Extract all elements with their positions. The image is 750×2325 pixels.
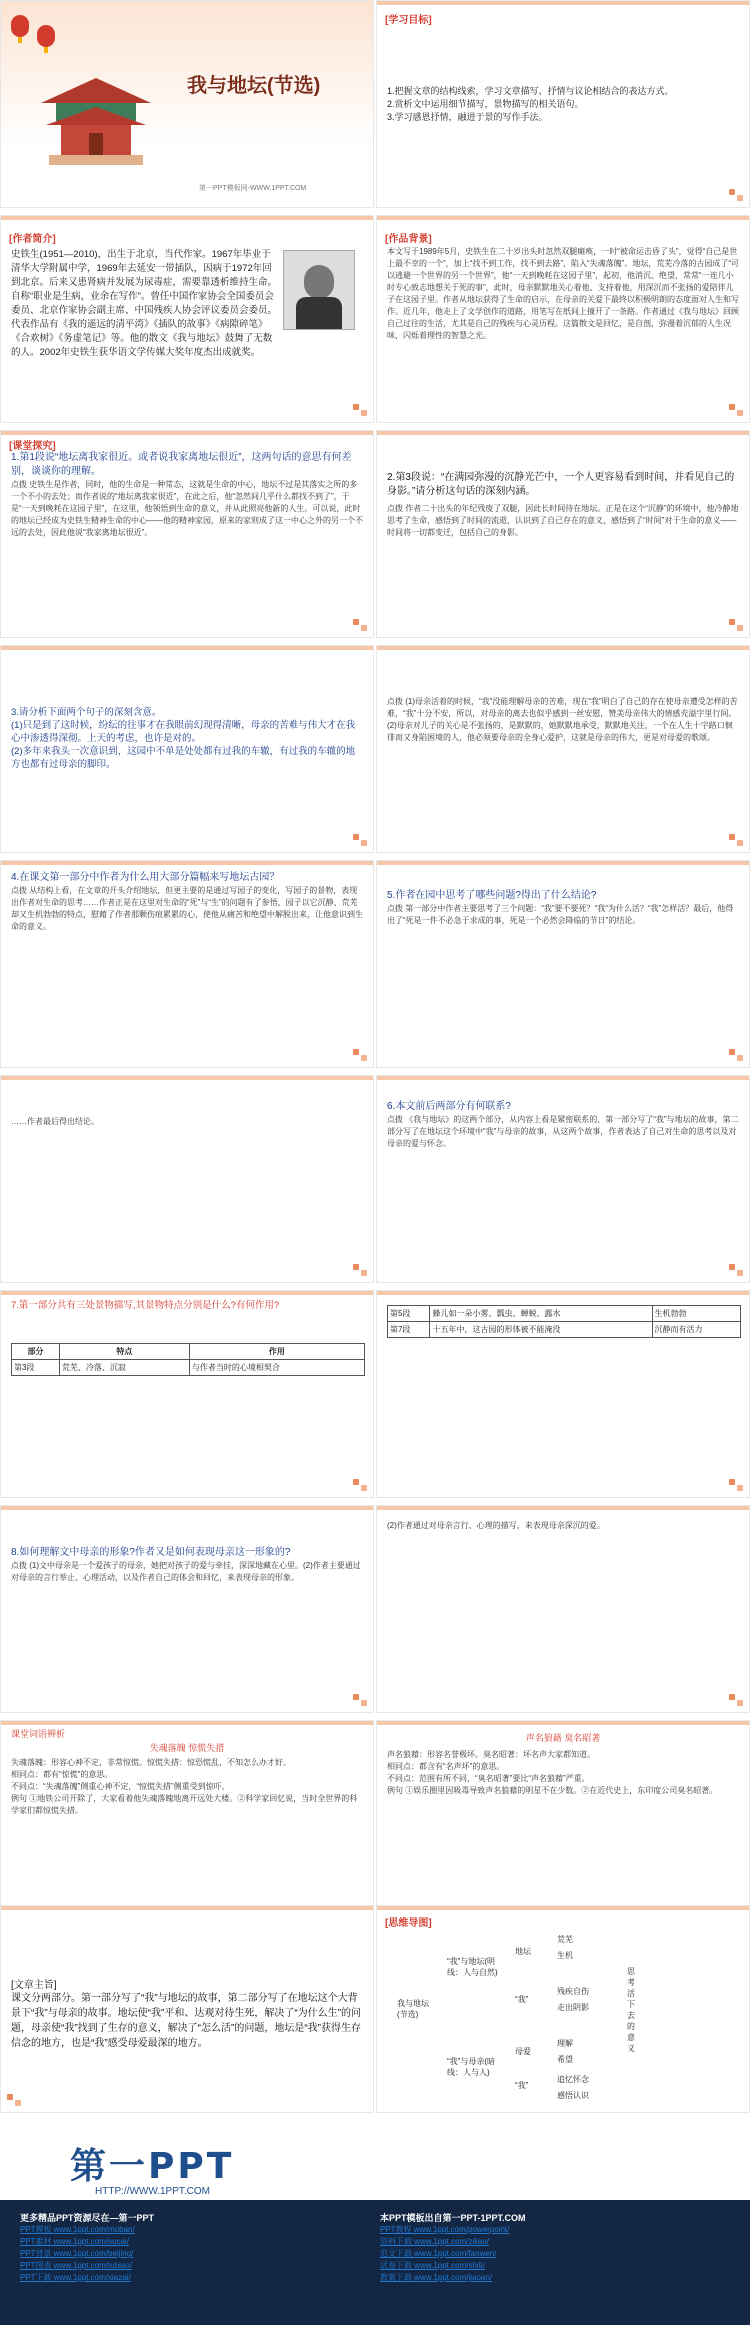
vocab-slide-2 [376, 1720, 750, 1928]
mindmap-title: [思维导图] [385, 1918, 432, 1929]
objective-item: 1.把握文章的结构线索，学习文章描写、抒情与议论相结合的表达方式。 [387, 86, 674, 96]
answer-2: 点拨 作者二十出头的年纪残废了双腿，因此长时间待在地坛。正是在这个“沉静”的环境中，他冷静地思考了生命，感悟到了时间的流逝，认识到了自己存在的意义，感悟到了“时间”对于生命的意义——时间将一切都变迁，包括自己的身影。 [387, 504, 739, 537]
vocab-example: 例句 ①地铁公司开除了，大家看着他失魂落魄地离开远处大楼。②科学家回忆说，当时全世界的科学家们都惊慌失措。 [11, 1794, 358, 1815]
corner-decoration [729, 1049, 743, 1061]
vocab-pair-2: 声名狼藉 臭名昭著 [525, 1733, 601, 1743]
footer-link[interactable]: PPT图表 www.1ppt.com/tubiao/ [20, 2261, 133, 2270]
footer-link[interactable]: PPT教程 www.1ppt.com/powerpoint/ [380, 2225, 510, 2234]
corner-decoration [353, 834, 367, 846]
vocab-same: 相同点：都含有“名声坏”的意思。 [387, 1762, 505, 1771]
explore-slide-9 [0, 1290, 374, 1498]
objectives-list [387, 85, 739, 124]
lantern-icon [11, 15, 29, 37]
mindmap-slide [376, 1905, 750, 2113]
objective-item: 3.学习感恩抒情，融进于景的写作手法。 [387, 112, 548, 122]
background-slide [376, 215, 750, 423]
background-text: 本文写于1989年5月，史铁生在二十岁出头时忽然双腿瘫痪，一时“被命运击昏了头”，觉得“自己是世上最不幸的一个”，加上“找不到工作，找不到去路”，陷入“失魂落魄”。地坛，荒芜冷落的古园成了“可以逃避一个世界的另一个世界”，他“一天到晚耗在这园子里”，起初，他消沉、绝望，常常“一连几小时专心致志地想关于死的事”，此时，母亲默默地关心着他、支持着他，用深沉而不张扬的爱陪伴儿子在这园子里。作者从地坛获得了生命的启示，在母亲的关爱下最终以积极明朗的态度面对人生和写作。近几年，他走上了文学创作的道路，用笔写在纸间上撞开了一条路。作者通过《我与地坛》回顾自己过往的生活，尤其是自己的残疾与心灵历程。这篇散文是回忆，是自剖，弥漫着沉郁的人生况味，闪烁着理性的智慧之光。 [387, 247, 739, 340]
explore-slide-3 [0, 645, 374, 853]
table-row: 第5段 蜂儿如一朵小雾、瓢虫、蝉蜕、露水 生机勃勃 [388, 1306, 741, 1322]
footer-link[interactable]: PPT下载 www.1ppt.com/xiazai/ [20, 2273, 131, 2282]
pagoda-icon [31, 63, 161, 173]
table-header: 作用 [189, 1344, 364, 1360]
corner-decoration [729, 834, 743, 846]
author-text: 史铁生(1951—2010)，出生于北京，当代作家。1967年毕业于清华大学附属中学，1969年去延安一带插队，因病于1972年回到北京。后来又患肾病并发展为尿毒症，需要靠透析维持生命。自称“职业是生病，业余在写作”。曾任中国作家协会全国委员会委员、北京作家协会副主席、中国残疾人协会评议委员会委员。代表作品有《我的遥远的清平湾》《插队的故事》《病隙碎笔》《合欢树》《务虚笔记》等。他的散文《我与地坛》鼓舞了无数的人。2002年史铁生获华语文学传媒大奖年度杰出成就奖。 [11, 249, 278, 358]
mindmap-leaf: 走出阴影 [557, 2003, 589, 2012]
vocab-definition: 声名狼藉：形容名誉极坏。臭名昭著：坏名声大家都知道。 [387, 1750, 595, 1759]
footer-link[interactable]: 范文下载 www.1ppt.com/fanwen/ [380, 2249, 497, 2258]
landscape-table-continued [387, 1305, 741, 1338]
mindmap-leaf: 残疾自伤 [557, 1987, 589, 1996]
footer-link[interactable]: 资料下载 www.1ppt.com/ziliao/ [380, 2237, 489, 2246]
vocab-definition: 失魂落魄：形容心神不定，非常惊慌。惊慌失措：惊恐慌乱，不知怎么办才好。 [11, 1758, 291, 1767]
explore-slide-8 [376, 1075, 750, 1283]
explore-slide-5 [0, 860, 374, 1068]
footer-left-title: 更多精品PPT资源尽在—第一PPT [20, 2213, 155, 2223]
mindmap-node: 地坛 [515, 1947, 531, 1956]
footer-link[interactable]: PPT背景 www.1ppt.com/beijing/ [20, 2249, 134, 2258]
question-4: 4.在课文第一部分中作者为什么用大部分篇幅来写地坛古园？ [11, 872, 280, 883]
footer-link[interactable]: 教案下载 www.1ppt.com/jiaoan/ [380, 2273, 493, 2282]
author-portrait [283, 250, 355, 330]
corner-decoration [7, 2094, 21, 2106]
brand-logo: 第一PPT [70, 2146, 235, 2187]
answer-8: 点拨 (1)文中母亲是一个爱孩子的母亲，她把对孩子的爱与牵挂，深深地藏在心里。(2)作者主要通过对母亲的言行举止、心理活动，以及作者自己的体会和回忆，来表现母亲的形象。 [11, 1561, 361, 1582]
objectives-slide [376, 0, 750, 208]
question-1: 1.第1段说“地坛离我家很近。或者说我家离地坛很近”，这两句话的意思有何差别，谈谈你的理解。 [11, 452, 352, 477]
answer-8-continued: (2)作者通过对母亲言行、心理的描写，来表现母亲深沉的爱。 [387, 1521, 605, 1530]
vocab-slide-1 [0, 1720, 374, 1928]
explore-slide-7 [0, 1075, 374, 1283]
table-header: 部分 [12, 1344, 60, 1360]
mindmap-node: 母爱 [515, 2047, 531, 2056]
mindmap-branch-2: “我”与母亲(暗线：人与人) [447, 2057, 495, 2077]
answer-3: 点拨 (1)母亲活着的时候，“我”没能理解母亲的苦难，现在“我”明白了自己的存在使母亲遭受怎样的苦难，“我”十分不安，所以，对母亲的离去也似乎感到一丝安慰，赞美母亲伟大的情感充溢字里行间。 (2)母亲对儿子的关心是不张扬的，是默默的，她默默地承受，默默地关注，一个在人生十字路口徊徘而又身陷困境的人，他必须要母亲的全身心爱护，这就是母亲的伟大，更是对母爱的歌颂。 [387, 697, 738, 742]
explore-title: [课堂探究] [9, 441, 56, 452]
mindmap-conclusion: 思考活下去的意义 [627, 1967, 635, 2053]
explore-slide-6 [376, 860, 750, 1068]
mindmap-leaf: 感悟认识 [557, 2091, 589, 2100]
vocab-title: 课堂词语辨析 [11, 1729, 66, 1739]
mindmap-root: 我与地坛(节选) [397, 1999, 429, 2019]
mindmap-leaf: 希望 [557, 2055, 573, 2064]
summary-text: 课文分两部分。第一部分写了“我”与地坛的故事，第二部分写了在地坛这个大背景下“我”与母亲的故事。地坛使“我”平和、达观对待生死，解决了“为什么生”的问题，母亲使“我”找到了生存的意义，解决了“怎么活”的问题，地坛是“我”获得生存信念的地方，也是“我”感受母爱最深的地方。 [11, 1993, 361, 2049]
question-7: 7.第一部分共有三处景物描写,其景物特点分别是什么?有何作用? [11, 1300, 280, 1311]
explore-slide-12 [376, 1505, 750, 1713]
explore-slide-1 [0, 430, 374, 638]
table-header: 特点 [59, 1344, 189, 1360]
explore-slide-11 [0, 1505, 374, 1713]
corner-decoration [353, 1264, 367, 1276]
mindmap-branch-1: “我”与地坛(明线：人与自然) [447, 1957, 498, 1977]
corner-decoration [353, 619, 367, 631]
question-3: 3.请分析下面两个句子的深刻含意。 (1)只是到了这时候，纷纭的往事才在我眼前幻现得清晰，母亲的苦难与伟大才在我心中渗透得深彻。上天的考虑，也许是对的。 (2)多年来我头一次意识到，这园中不单是处处都有过我的车辙，有过我的车辙的地方也都有过母亲的脚印。 [11, 707, 356, 770]
answer-5-continued: ……作者最后得出结论。 [11, 1117, 99, 1126]
corner-decoration [729, 1694, 743, 1706]
vocab-same: 相同点：都有“惊慌”的意思。 [11, 1770, 113, 1779]
footer-right-title: 本PPT模板出自第一PPT-1PPT.COM [380, 2213, 526, 2223]
background-title: [作品背景] [385, 234, 432, 245]
corner-decoration [353, 1479, 367, 1491]
corner-decoration [729, 189, 743, 201]
cover-subtitle: 第一PPT模板网-WWW.1PPT.COM [199, 185, 307, 192]
explore-slide-2 [376, 430, 750, 638]
vocab-pair-1: 失魂落魄 惊慌失措 [149, 1743, 225, 1753]
question-8: 8.如何理解文中母亲的形象?作者又是如何表现母亲这一形象的? [11, 1547, 291, 1558]
mindmap-leaf: 生机 [557, 1951, 573, 1960]
answer-4: 点拨 从结构上看，在文章的开头介绍地坛，但更主要的是通过写园子的变化，写园子的景物，表现出作者对生命的思考……作者正是在这里对生命的“死”与“生”的问题有了参悟，园子以它沉静、荒芜却又生机勃勃的特点，慰藉了作者那颗伤痕累累的心，使他从痛苦和绝望中解脱出来，让他意识到生命的意义。 [11, 886, 363, 931]
footer [0, 2200, 750, 2325]
landscape-table [11, 1343, 365, 1376]
cover-slide [0, 0, 374, 208]
corner-decoration [353, 1049, 367, 1061]
table-row: 第3段 荒芜、冷落、沉寂 与作者当时的心境相契合 [12, 1360, 365, 1376]
mindmap-node: “我” [515, 1995, 529, 2004]
vocab-diff: 不同点：范围有所不同，“臭名昭著”要比“声名狼藉”严重。 [387, 1774, 590, 1783]
cover-title: 我与地坛(节选) [187, 75, 321, 97]
vocab-example: 例句 ①娱乐圈里因吸毒导致声名狼藉的明星不在少数。②在近代史上，东印度公司臭名昭著。 [387, 1786, 718, 1795]
corner-decoration [729, 1264, 743, 1276]
explore-slide-10 [376, 1290, 750, 1498]
question-2: 2.第3段说：“在满园弥漫的沉静光芒中，一个人更容易看到时间，并看见自己的身影。”请分析这句话的深刻内涵。 [387, 472, 735, 497]
answer-1: 点拨 史铁生是作者，同时，他的生命是一种常态，这就是生命的中心，地坛不过是其落实之所的多一个不小的去处；而作者说的“地坛离我家很近”，在此之后，他“忽然间几乎什么都找不到了”，于是“一天到晚耗在这园子里”，在这里，他领悟到生命的意义，并从此照亮他新的人生。可以说，此时的地坛已经成为史铁生精神生命的中心——他的精神家园，原来的家则成了这一中心之外的另一个不远的去处，因此他说“我家离地坛很近”。 [11, 480, 363, 537]
brand-url: HTTP://WWW.1PPT.COM [95, 2186, 210, 2197]
footer-link[interactable]: 试卷下载 www.1ppt.com/shiti/ [380, 2261, 485, 2270]
summary-title: [文章主旨] [11, 1980, 57, 1991]
corner-decoration [353, 404, 367, 416]
explore-slide-4 [376, 645, 750, 853]
mindmap-leaf: 荒芜 [557, 1935, 573, 1944]
author-title: [作者简介] [9, 234, 56, 245]
objectives-title: [学习目标] [385, 15, 432, 26]
footer-link[interactable]: PPT素材 www.1ppt.com/sucai/ [20, 2237, 129, 2246]
objective-item: 2.赏析文中运用细节描写，景物描写的相关语句。 [387, 99, 584, 109]
mindmap-leaf: 追忆怀念 [557, 2075, 589, 2084]
mindmap-node: “我” [515, 2081, 529, 2090]
corner-decoration [729, 619, 743, 631]
question-6: 6.本文前后两部分有何联系? [387, 1101, 511, 1112]
summary-slide [0, 1905, 374, 2113]
question-5: 5.作者在园中思考了哪些问题?得出了什么结论? [387, 890, 597, 901]
footer-link[interactable]: PPT模板 www.1ppt.com/moban/ [20, 2225, 135, 2234]
corner-decoration [729, 1479, 743, 1491]
corner-decoration [353, 1694, 367, 1706]
corner-decoration [729, 404, 743, 416]
answer-6: 点拨 《我与地坛》的这两个部分，从内容上看是紧密联系的，第一部分写了“我”与地坛的故事，第二部分写了在地坛这个环境中“我”与母亲的故事，从这两个故事，作者表达了自己对生命的思考以及对母亲的爱与怀念。 [387, 1115, 739, 1148]
table-row: 第7段 十五年中，这古园的形体被不能淹没 沉静而有活力 [388, 1322, 741, 1338]
vocab-diff: 不同点：“失魂落魄”侧重心神不定，“惊慌失措”侧重受到惊吓。 [11, 1782, 230, 1791]
lantern-icon [37, 25, 55, 47]
answer-5: 点拨 第一部分中作者主要思考了三个问题：“我”要不要死？“我”为什么活？“我”怎样活？最后，他得出了“死是一件不必急于求成的事，死是一个必然会降临的节日”的结论。 [387, 904, 734, 925]
mindmap-leaf: 理解 [557, 2039, 573, 2048]
author-slide [0, 215, 374, 423]
